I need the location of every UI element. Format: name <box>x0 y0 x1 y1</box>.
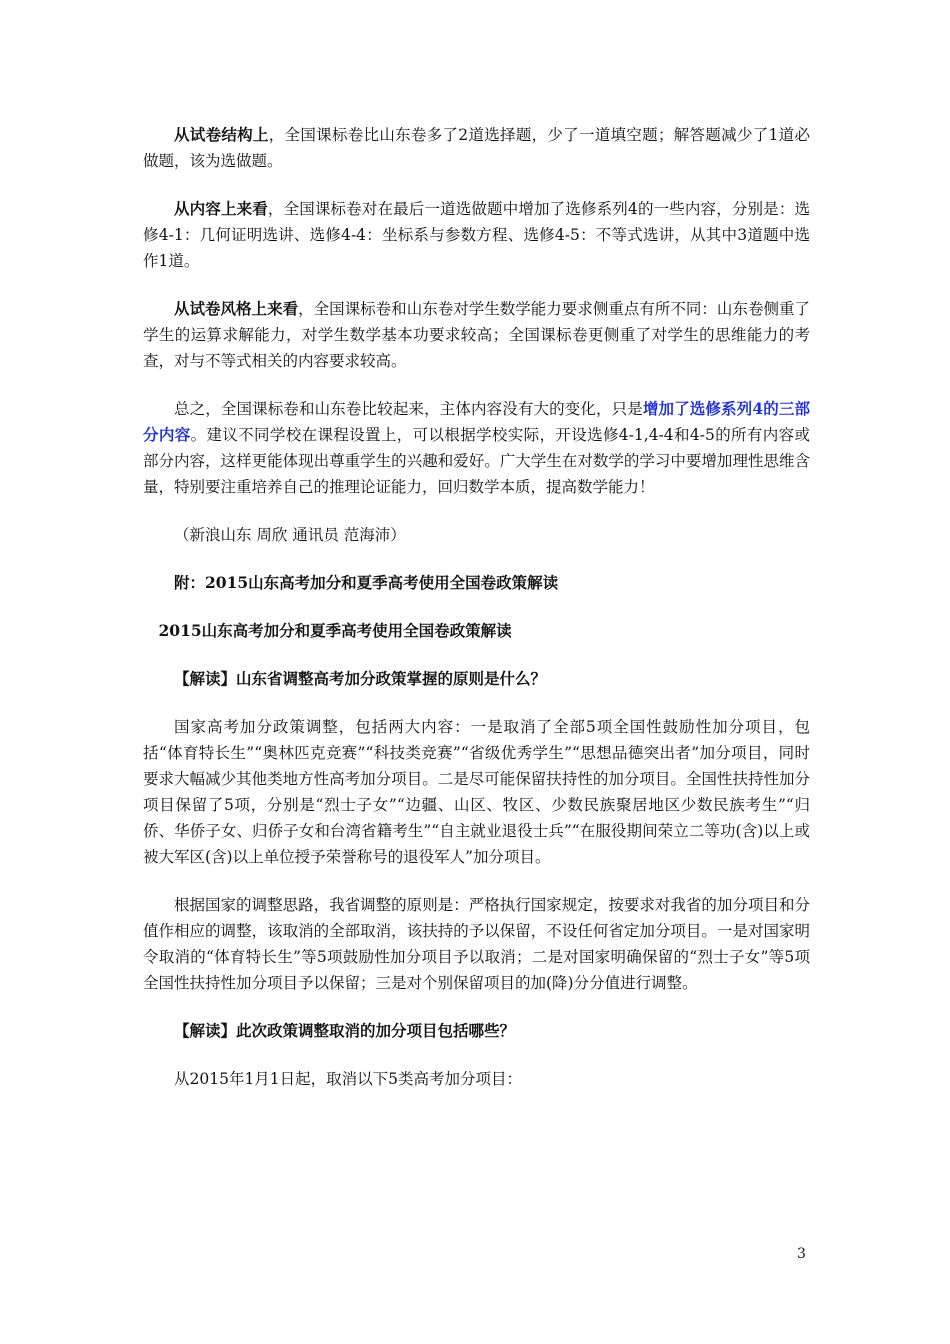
paragraph-text: ，全国课标卷比山东卷多了2道选择题，少了一道填空题；解答题减少了1道必做题，该为选做题。 <box>143 126 810 170</box>
paragraph-text: ，全国课标卷和山东卷对学生数学能力要求侧重点有所不同：山东卷侧重了学生的运算求解能力，对学生数学基本功要求较高；全国课标卷更侧重了对学生的思维能力的考查，对与不等式相关的内容要求较高。 <box>143 300 810 370</box>
paragraph-text: 总之，全国课标卷和山东卷比较起来，主体内容没有大的变化，只是 <box>174 400 643 418</box>
highlighted-text: 增加了选修系列4的三部分内容 <box>143 399 810 444</box>
paragraph-lead: 从试卷风格上来看 <box>174 299 299 318</box>
paragraph-text: 。建议不同学校在课程设置上，可以根据学校实际，开设选修4-1,4-4和4-5的所有内容或部分内容，这样更能体现出尊重学生的兴趣和爱好。广大学生在对数学的学习中要增加理性思维含量，特别要注重培养自己的推理论证能力，回归数学本质，提高数学能力！ <box>143 426 810 496</box>
page-number: 3 <box>797 1246 806 1262</box>
paragraph-lead: 从内容上来看 <box>174 199 268 218</box>
source-credit: （新浪山东 周欣 通讯员 范海沛） <box>174 526 406 544</box>
paragraph-structure <box>143 122 810 174</box>
paragraph-policy: 国家高考加分政策调整，包括两大内容：一是取消了全部5项全国性鼓励性加分项目，包括“体育特长生”“奥林匹克竞赛”“科技类竞赛”“省级优秀学生”“思想品德突出者”加分项目，同时要求大幅减少其他类地方性高考加分项目。二是尽可能保留扶持性的加分项目。全国性扶持性加分项目保留了5项，分别是“烈士子女”“边疆、山区、牧区、少数民族聚居地区少数民族考生”“归侨、华侨子女、归侨子女和台湾省籍考生”“自主就业退役士兵”“在服役期间荣立二等功(含)以上或被大军区(含)以上单位授予荣誉称号的退役军人”加分项目。 <box>143 718 810 866</box>
question-heading: 【解读】此次政策调整取消的加分项目包括哪些？ <box>174 1021 516 1040</box>
appendix-heading: 附：2015山东高考加分和夏季高考使用全国卷政策解读 <box>174 573 559 592</box>
document-body <box>143 122 810 1114</box>
paragraph-style <box>143 296 810 374</box>
paragraph-lead: 从试卷结构上 <box>174 125 269 144</box>
paragraph-cancelled-items: 从2015年1月1日起，取消以下5类高考加分项目： <box>174 1070 523 1088</box>
paragraph-text: ，全国课标卷对在最后一道选做题中增加了选修系列4的一些内容，分别是：选修4-1：几何证明选讲、选修4-4：坐标系与参数方程、选修4-5：不等式选讲，从其中3道题中选作1道。 <box>143 200 810 270</box>
paragraph-content <box>143 196 810 274</box>
paragraph-principle: 根据国家的调整思路，我省调整的原则是：严格执行国家规定，按要求对我省的加分项目和分值作相应的调整，该取消的全部取消，该扶持的予以保留，不设任何省定加分项目。一是对国家明令取消的“体育特长生”等5项鼓励性加分项目予以取消；二是对国家明确保留的“烈士子女”等5项全国性扶持性加分项目予以保留；三是对个别保留项目的加(降)分分值进行调整。 <box>143 896 810 992</box>
paragraph-summary <box>143 396 810 500</box>
question-heading: 【解读】山东省调整高考加分政策掌握的原则是什么？ <box>174 669 547 688</box>
section-heading: 2015山东高考加分和夏季高考使用全国卷政策解读 <box>158 621 512 640</box>
